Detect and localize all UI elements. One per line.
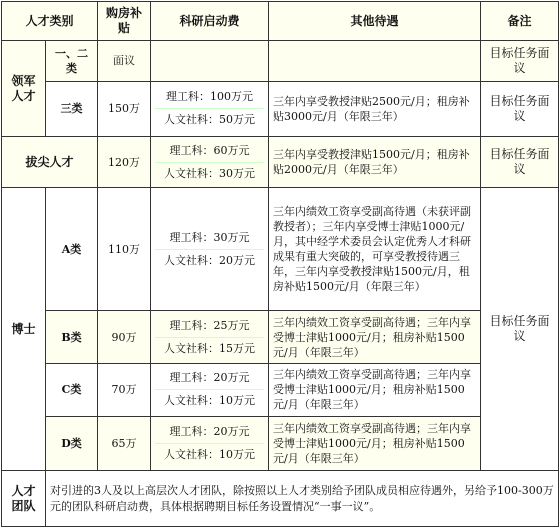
fund-science: 理工科：20万元: [169, 371, 250, 385]
leader-class3-startup: [151, 81, 269, 137]
fund-science: 理工科：30万元: [169, 230, 250, 244]
table-row: [2, 416, 559, 471]
doctor-d-startup: [151, 416, 269, 471]
topnotch-other: 三年内享受教授津贴1500元/月；租房补贴2000元/月（年限三年）: [269, 137, 481, 188]
leader-class12-remark: 目标任务面议: [481, 41, 559, 82]
doctor-a-other: 三年内绩效工资享受副高待遇（未获评副教授者）；三年内享受博士津贴1000元/月，其中经学术委员会认定优秀人才科研成果有重大突破的，可享受教授待遇三年，三年内享受教授津贴1500元/月，租房补贴1500元/月（年限三年）: [269, 187, 481, 311]
fund-humanities: 人文社科：50万元: [155, 108, 264, 131]
header-housing: 购房补贴: [98, 2, 151, 41]
doctor-b-label: B类: [46, 311, 98, 364]
doctor-b-housing: 90万: [98, 311, 151, 364]
topnotch-startup: [151, 137, 269, 188]
table-row: [2, 81, 559, 137]
doctor-a-housing: 110万: [98, 187, 151, 311]
table-row: [2, 41, 559, 82]
topnotch-remark: 目标任务面议: [481, 137, 559, 188]
doctor-b-other: 三年内绩效工资享受副高待遇；三年内享受博士津贴1000元/月；租房补贴1500元/月（年限三年）: [269, 311, 481, 364]
leader-class12-startup: [151, 41, 269, 82]
table-row: [2, 471, 559, 527]
doctor-a-startup: [151, 187, 269, 311]
doctor-c-startup: [151, 363, 269, 416]
header-remark: 备注: [481, 2, 559, 41]
fund-humanities: 人文社科：15万元: [155, 337, 264, 360]
leader-class3-label: 三类: [46, 81, 98, 137]
talent-policy-table: [1, 1, 559, 527]
doctor-label: 博士: [2, 187, 46, 470]
fund-humanities: 人文社科：10万元: [155, 389, 264, 412]
table-row: [2, 137, 559, 188]
team-label: 人才团队: [2, 471, 46, 527]
leader-class3-housing: 150万: [98, 81, 151, 137]
fund-humanities: 人文社科：30万元: [155, 162, 264, 185]
leader-class12-other: [269, 41, 481, 82]
doctor-d-label: D类: [46, 416, 98, 471]
fund-humanities: 人文社科：20万元: [155, 249, 264, 272]
table-row: [2, 187, 559, 311]
doctor-remark: 目标任务面议: [481, 187, 559, 470]
table-row: [2, 363, 559, 416]
header-startup: 科研启动费: [151, 2, 269, 41]
header-row: [2, 2, 559, 41]
doctor-c-other: 三年内绩效工资享受副高待遇；三年内享受博士津贴1000元/月；租房补贴1500元/月（年限三年）: [269, 363, 481, 416]
doctor-d-housing: 65万: [98, 416, 151, 471]
fund-science: 理工科：20万元: [169, 424, 250, 438]
doctor-b-startup: [151, 311, 269, 364]
table-row: [2, 311, 559, 364]
fund-science: 理工科：100万元: [166, 90, 254, 104]
fund-science: 理工科：60万元: [169, 143, 250, 157]
leader-class12-housing: 面议: [98, 41, 151, 82]
leader-class3-other: 三年内享受教授津贴2500元/月；租房补贴3000元/月（年限三年）: [269, 81, 481, 137]
doctor-a-label: A类: [46, 187, 98, 311]
topnotch-housing: 120万: [98, 137, 151, 188]
team-text: 对引进的3人及以上高层次人才团队，除按照以上人才类别给予团队成员相应待遇外，另给予100-300万元的团队科研启动费，具体根据聘期目标任务设置情况“一事一议”。: [46, 471, 559, 527]
doctor-d-other: 三年内绩效工资享受副高待遇；三年内享受博士津贴1000元/月；租房补贴1500元/月（年限三年）: [269, 416, 481, 471]
leader-class3-remark: 目标任务面议: [481, 81, 559, 137]
fund-science: 理工科：25万元: [169, 318, 250, 332]
leader-label: 领军人才: [2, 41, 46, 137]
leader-class12-label: 一、二类: [46, 41, 98, 82]
topnotch-label: 拔尖人才: [2, 137, 98, 188]
doctor-c-label: C类: [46, 363, 98, 416]
header-category: 人才类别: [2, 2, 98, 41]
fund-humanities: 人文社科：10万元: [155, 443, 264, 466]
header-other: 其他待遇: [269, 2, 481, 41]
doctor-c-housing: 70万: [98, 363, 151, 416]
